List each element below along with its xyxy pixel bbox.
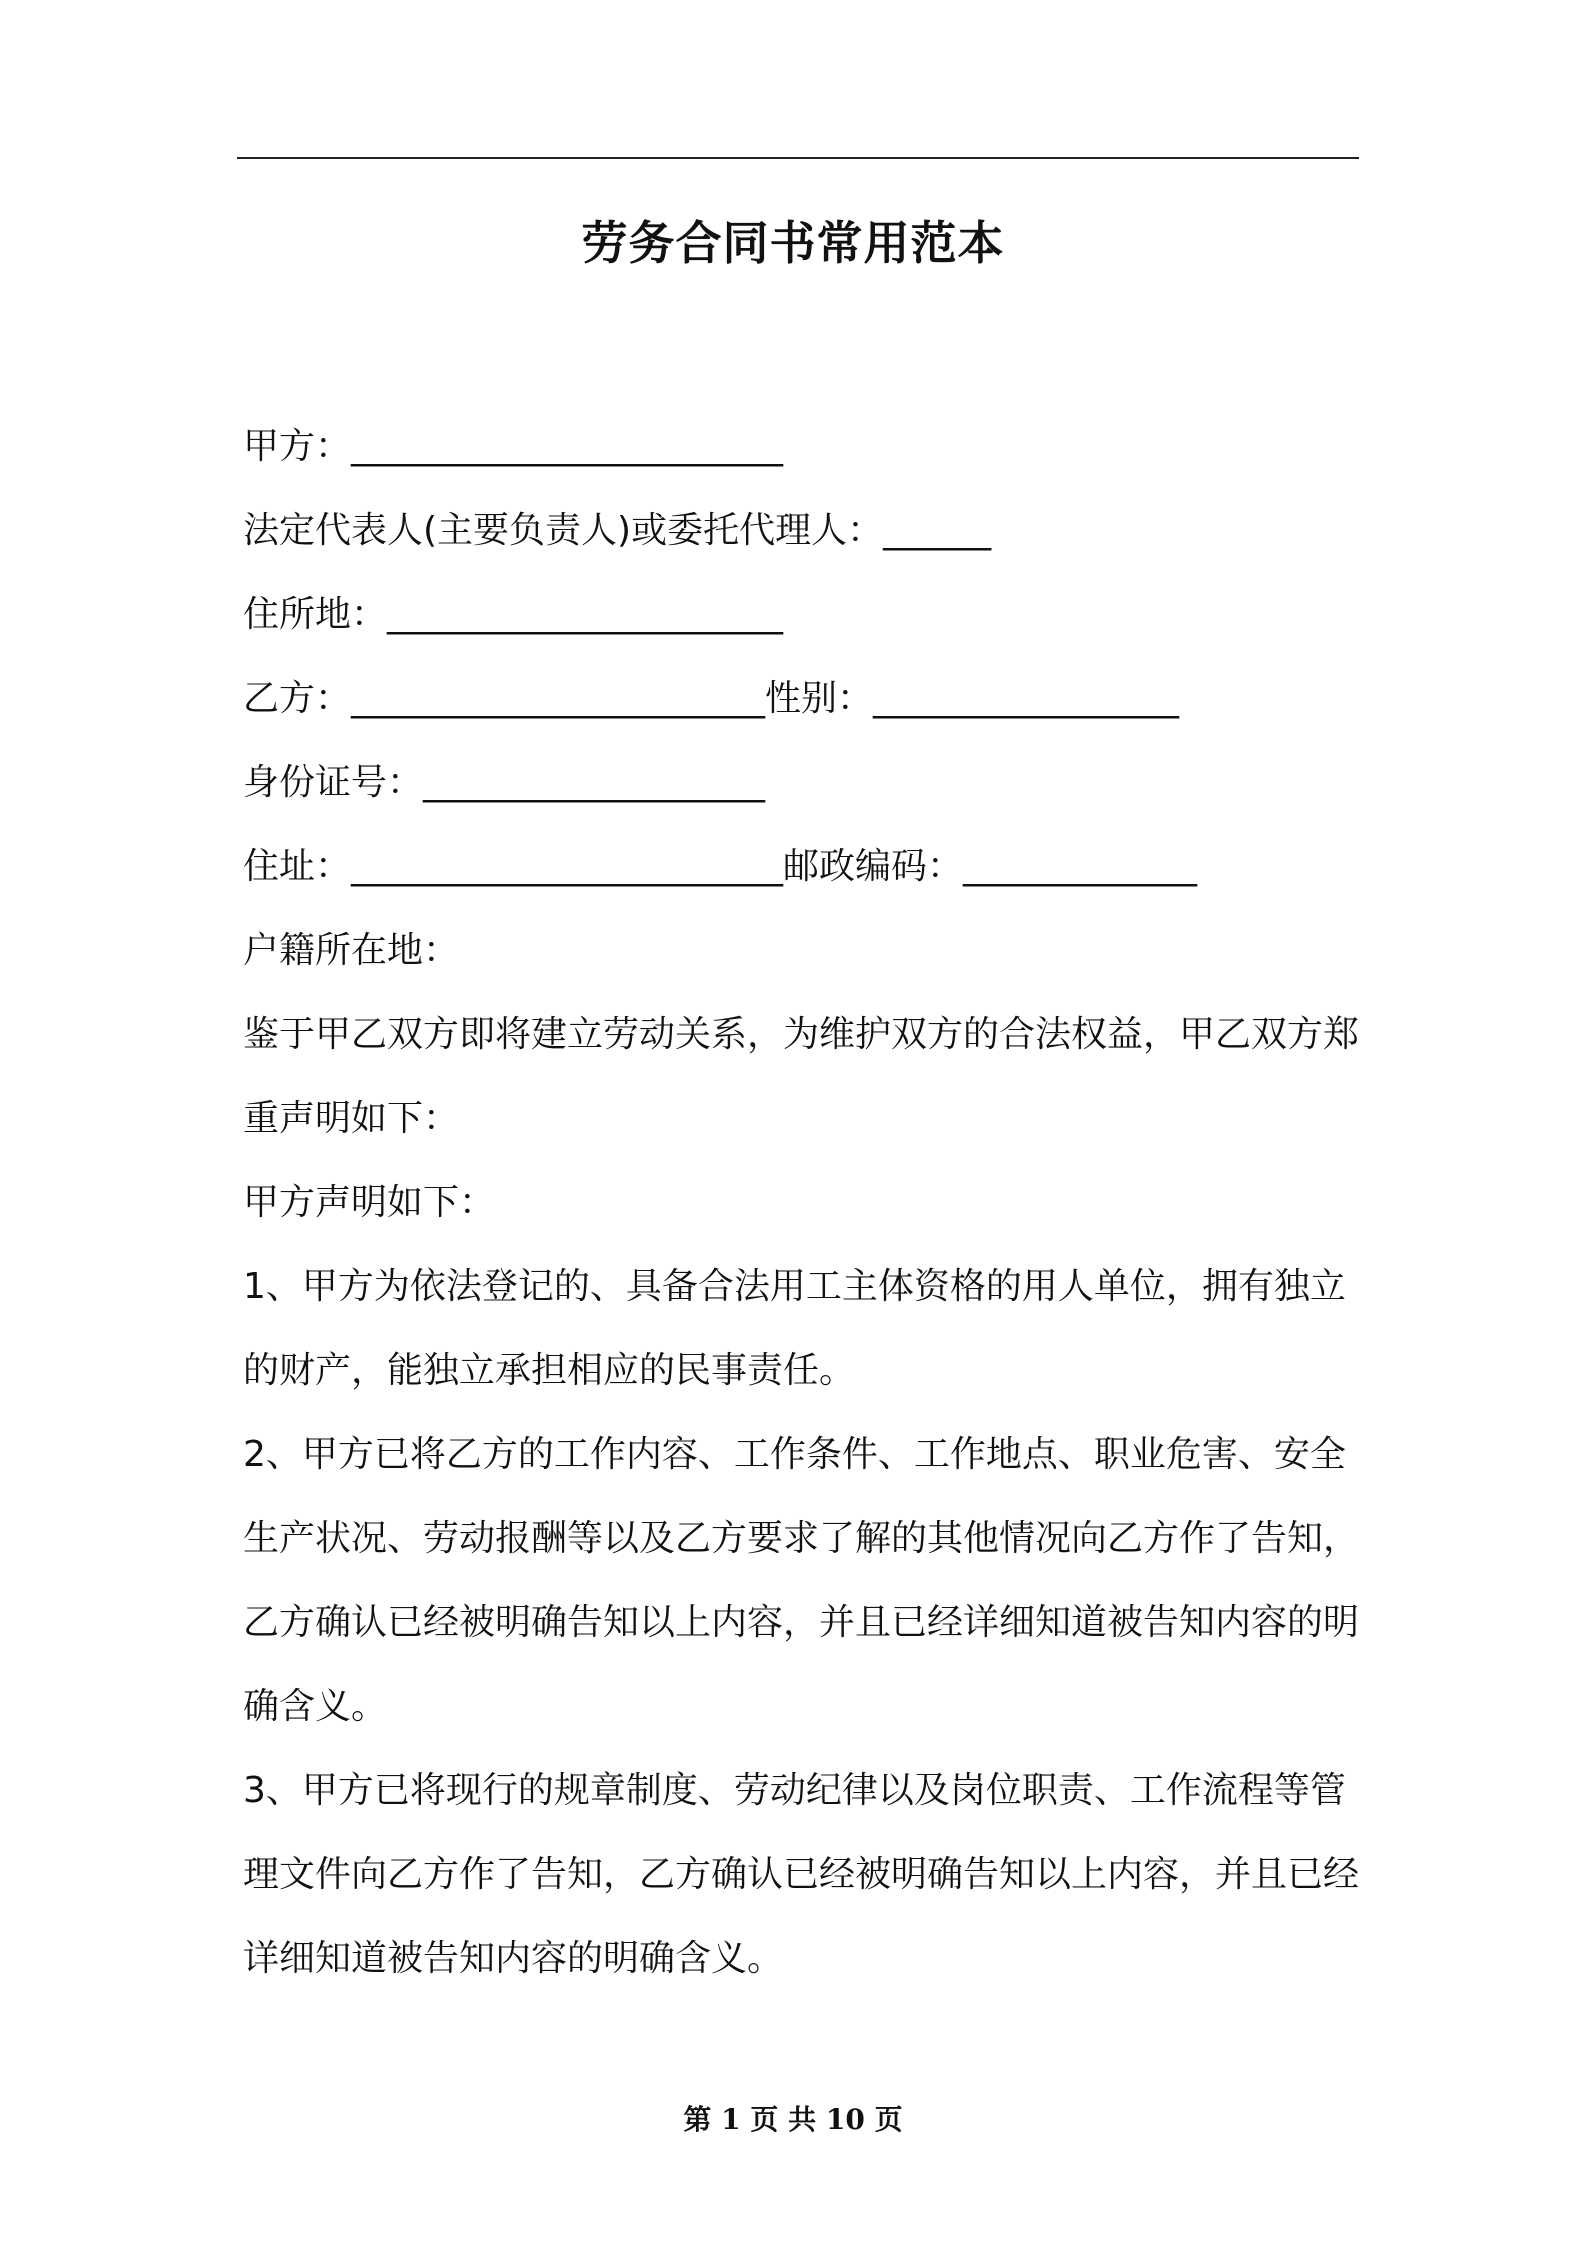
legal-representative-line: 法定代表人(主要负责人)或委托代理人：______ <box>243 510 992 551</box>
address-postcode-line: 住址：________________________邮政编码：_____________ <box>243 846 1198 887</box>
preamble-paragraph: 鉴于甲乙双方即将建立劳动关系，为维护双方的合法权益，甲乙双方郑重声明如下： <box>243 1014 1360 1139</box>
id-number-line: 身份证号：___________________ <box>243 762 766 803</box>
document-body <box>243 405 1363 2001</box>
household-registration-line: 户籍所在地： <box>243 930 460 971</box>
clause-3: 3、甲方已将现行的规章制度、劳动纪律以及岗位职责、工作流程等管理文件向乙方作了告知，乙方确认已经被明确告知以上内容，并且已经详细知道被告知内容的明确含义。 <box>243 1770 1360 1979</box>
party-a-address-line: 住所地：______________________ <box>243 594 784 635</box>
header-rule <box>237 157 1359 159</box>
page-footer: 第 1 页 共 10 页 <box>683 2103 903 2136</box>
clause-2: 2、甲方已将乙方的工作内容、工作条件、工作地点、职业危害、安全生产状况、劳动报酬等以及乙方要求了解的其他情况向乙方作了告知，乙方确认已经被明确告知以上内容，并且已经详细知道被告知内容的明确含义。 <box>243 1434 1360 1727</box>
party-a-line: 甲方：________________________ <box>243 426 784 467</box>
party-b-gender-line: 乙方：_______________________性别：_________________ <box>243 678 1180 719</box>
party-a-declaration-heading: 甲方声明如下： <box>243 1182 496 1223</box>
document-title: 劳务合同书常用范本 <box>581 216 1005 270</box>
clause-1: 1、甲方为依法登记的、具备合法用工主体资格的用人单位，拥有独立的财产，能独立承担相应的民事责任。 <box>243 1266 1346 1391</box>
